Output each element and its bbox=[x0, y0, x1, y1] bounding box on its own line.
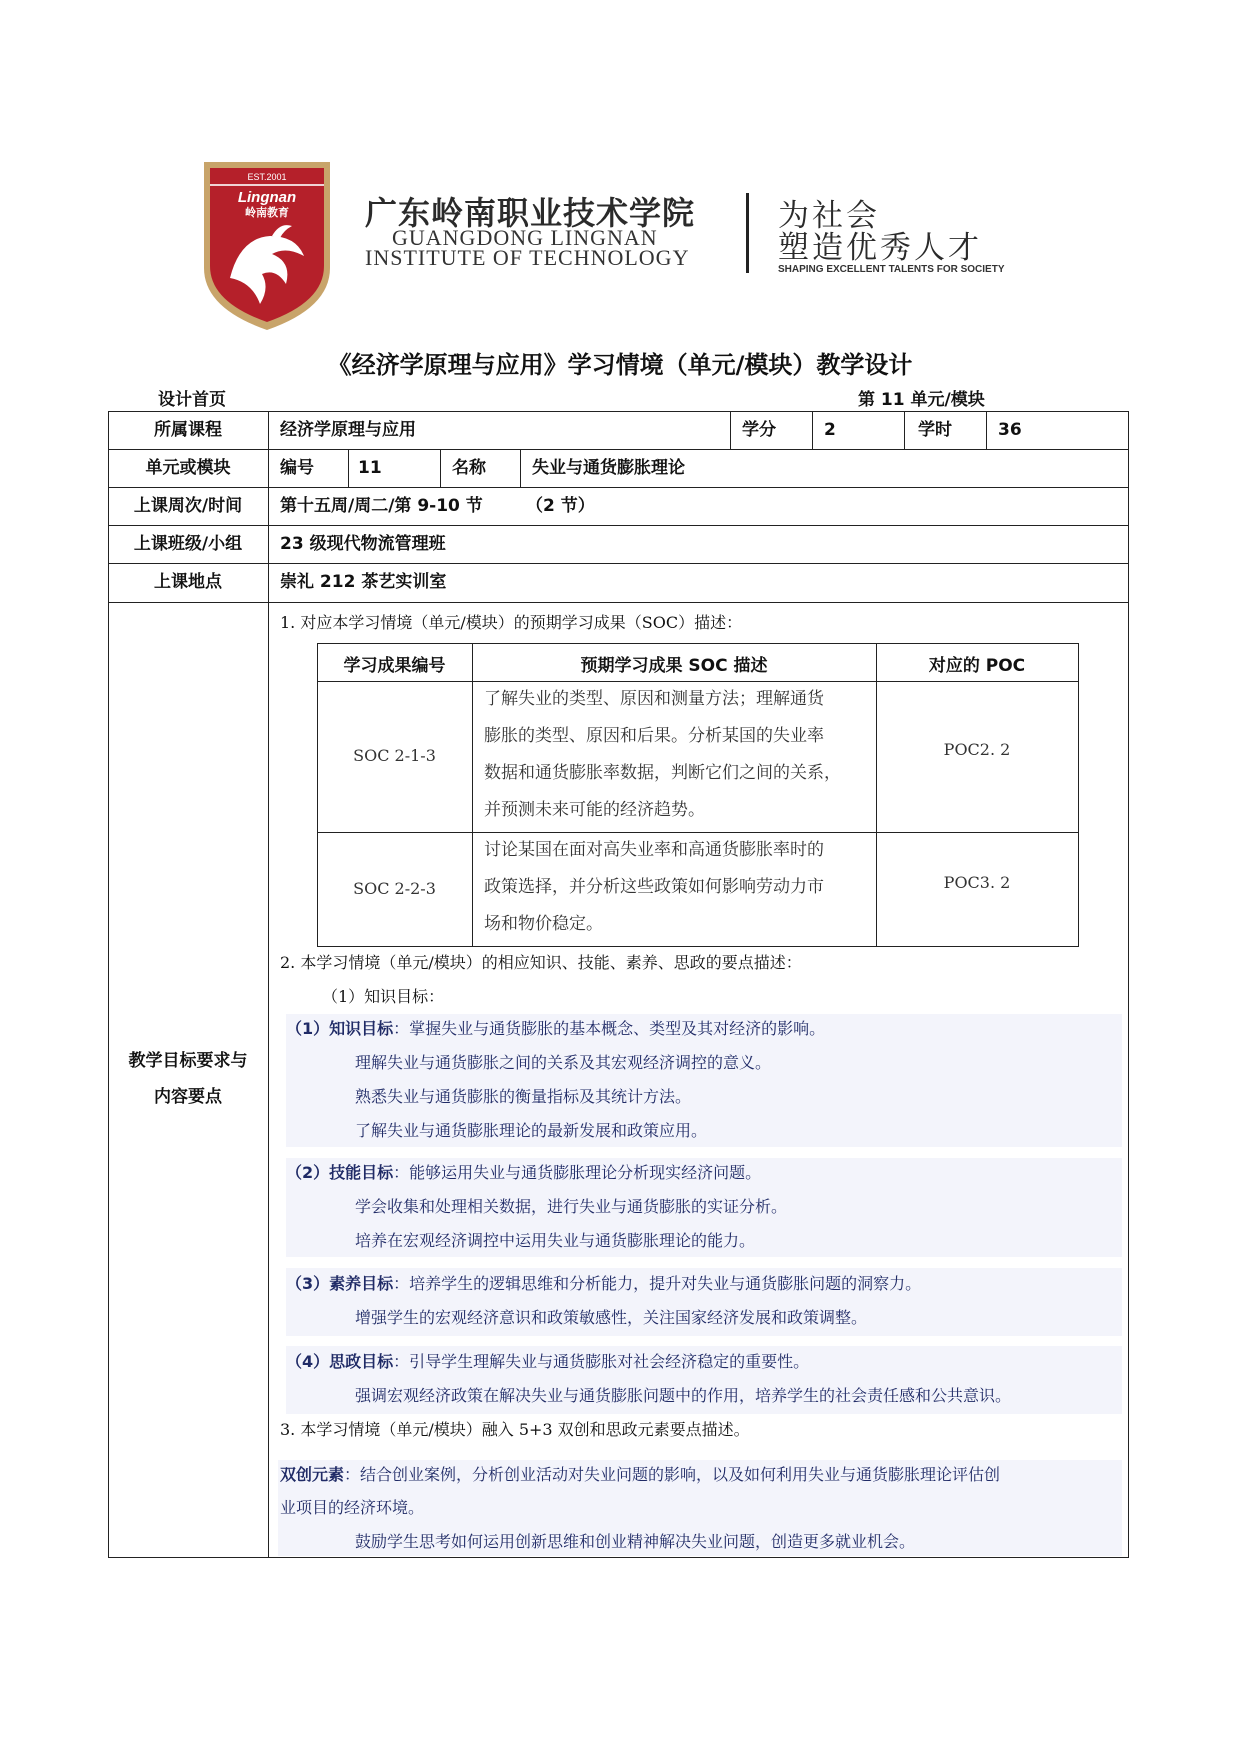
soc-header-poc: 对应的 POC bbox=[928, 656, 1026, 676]
objectives-label-line1: 教学目标要求与 bbox=[128, 1051, 248, 1071]
skill-goal: （2）技能目标：能够运用失业与通货膨胀理论分析现实经济问题。 bbox=[286, 1163, 762, 1182]
skill-line3: 培养在宏观经济调控中运用失业与通货膨胀理论的能力。 bbox=[355, 1231, 756, 1250]
credit-value: 2 bbox=[824, 420, 836, 440]
soc-row2-id: SOC 2-2-3 bbox=[353, 879, 436, 898]
knowledge-sub: （1）知识目标： bbox=[322, 987, 445, 1006]
innovation-line2: 业项目的经济环境。 bbox=[280, 1498, 425, 1517]
school-name-en-line1: GUANGDONG LINGNAN bbox=[392, 225, 658, 250]
header-divider bbox=[746, 193, 749, 273]
logo-est-text: EST.2001 bbox=[247, 172, 287, 182]
objectives-label-line2: 内容要点 bbox=[154, 1087, 222, 1107]
unit-label: 单元或模块 bbox=[145, 458, 231, 478]
innovation-intro: 3. 本学习情境（单元/模块）融入 5+3 双创和思政元素要点描述。 bbox=[280, 1420, 750, 1439]
college-logo bbox=[200, 158, 334, 334]
soc-header-id: 学习成果编号 bbox=[343, 656, 446, 676]
innovation-element-label: 双创元素 bbox=[280, 1465, 345, 1484]
course-label: 所属课程 bbox=[154, 420, 222, 440]
slogan-line2: 塑造优秀人才 bbox=[778, 230, 982, 266]
soc-row1-id: SOC 2-1-3 bbox=[353, 746, 436, 765]
ideology-line2: 强调宏观经济政策在解决失业与通货膨胀问题中的作用，培养学生的社会责任感和公共意识。 bbox=[355, 1386, 1012, 1405]
soc-row1-desc: 了解失业的类型、原因和测量方法；理解通货 膨胀的类型、原因和后果。分析某国的失业率 数据和通货膨胀率数据，判断它们之间的关系， 并预测未来可能的经济趋势。 bbox=[484, 689, 841, 820]
place-label: 上课地点 bbox=[154, 572, 222, 592]
document-title: 《经济学原理与应用》学习情境（单元/模块）教学设计 bbox=[327, 351, 913, 379]
literacy-goal: （3）素养目标：培养学生的逻辑思维和分析能力，提升对失业与通货膨胀问题的洞察力。 bbox=[286, 1274, 922, 1293]
hours-label: 学时 bbox=[918, 420, 952, 440]
place-value: 崇礼 212 茶艺实训室 bbox=[280, 572, 447, 592]
schedule-label: 上课周次/时间 bbox=[133, 496, 243, 516]
innovation-line3: 鼓励学生思考如何运用创新思维和创业精神解决失业问题，创造更多就业机会。 bbox=[355, 1532, 916, 1551]
knowledge-goal: （1）知识目标：掌握失业与通货膨胀的基本概念、类型及其对经济的影响。 bbox=[286, 1019, 826, 1038]
soc-row2-poc: POC3. 2 bbox=[943, 873, 1011, 892]
unit-number-label: 第 11 单元/模块 bbox=[858, 390, 985, 410]
unit-no-label: 编号 bbox=[280, 458, 314, 478]
literacy-line2: 增强学生的宏观经济意识和政策敏感性，关注国家经济发展和政策调整。 bbox=[355, 1308, 868, 1327]
school-name-en-line2: INSTITUTE OF TECHNOLOGY bbox=[365, 245, 690, 270]
course-value: 经济学原理与应用 bbox=[280, 420, 416, 440]
skill-line2: 学会收集和处理相关数据，进行失业与通货膨胀的实证分析。 bbox=[355, 1197, 788, 1216]
schedule-value: 第十五周/周二/第 9-10 节 bbox=[280, 496, 483, 516]
literacy-goal-label: （3）素养目标 bbox=[286, 1274, 394, 1293]
unit-no-value: 11 bbox=[358, 458, 382, 478]
credit-label: 学分 bbox=[742, 420, 776, 440]
soc-row2-desc: 讨论某国在面对高失业率和高通货膨胀率时的 政策选择，并分析这些政策如何影响劳动力市 场和物价稳定。 bbox=[484, 840, 824, 934]
soc-intro: 1. 对应本学习情境（单元/模块）的预期学习成果（SOC）描述： bbox=[280, 613, 743, 632]
slogan-en: SHAPING EXCELLENT TALENTS FOR SOCIETY bbox=[778, 264, 1005, 275]
class-value: 23 级现代物流管理班 bbox=[280, 534, 446, 554]
unit-name-value: 失业与通货膨胀理论 bbox=[532, 458, 685, 478]
school-name-cn: 广东岭南职业技术学院 bbox=[365, 194, 696, 232]
points-intro: 2. 本学习情境（单元/模块）的相应知识、技能、素养、思政的要点描述： bbox=[280, 953, 802, 972]
innovation-element: 双创元素：结合创业案例，分析创业活动对失业问题的影响，以及如何利用失业与通货膨胀理论评估创 bbox=[280, 1465, 1001, 1484]
ideology-goal: （4）思政目标：引导学生理解失业与通货膨胀对社会经济稳定的重要性。 bbox=[286, 1352, 810, 1371]
unit-name-label: 名称 bbox=[452, 458, 486, 478]
schedule-sessions: （2 节） bbox=[526, 496, 595, 516]
logo-en-text: Lingnan bbox=[237, 189, 297, 206]
skill-goal-label: （2）技能目标 bbox=[286, 1163, 394, 1182]
class-label: 上课班级/小组 bbox=[133, 534, 243, 554]
knowledge-line2: 理解失业与通货膨胀之间的关系及其宏观经济调控的意义。 bbox=[355, 1053, 772, 1072]
soc-row1-poc: POC2. 2 bbox=[943, 740, 1011, 759]
knowledge-line3: 熟悉失业与通货膨胀的衡量指标及其统计方法。 bbox=[355, 1087, 692, 1106]
ideology-goal-label: （4）思政目标 bbox=[286, 1352, 394, 1371]
knowledge-line4: 了解失业与通货膨胀理论的最新发展和政策应用。 bbox=[355, 1121, 708, 1140]
design-home-label: 设计首页 bbox=[158, 390, 226, 410]
knowledge-goal-label: （1）知识目标 bbox=[286, 1019, 394, 1038]
slogan-line1: 为社会 bbox=[778, 198, 880, 234]
soc-header-desc: 预期学习成果 SOC 描述 bbox=[580, 656, 768, 676]
hours-value: 36 bbox=[998, 420, 1022, 440]
logo-cn-text: 岭南教育 bbox=[245, 206, 289, 219]
